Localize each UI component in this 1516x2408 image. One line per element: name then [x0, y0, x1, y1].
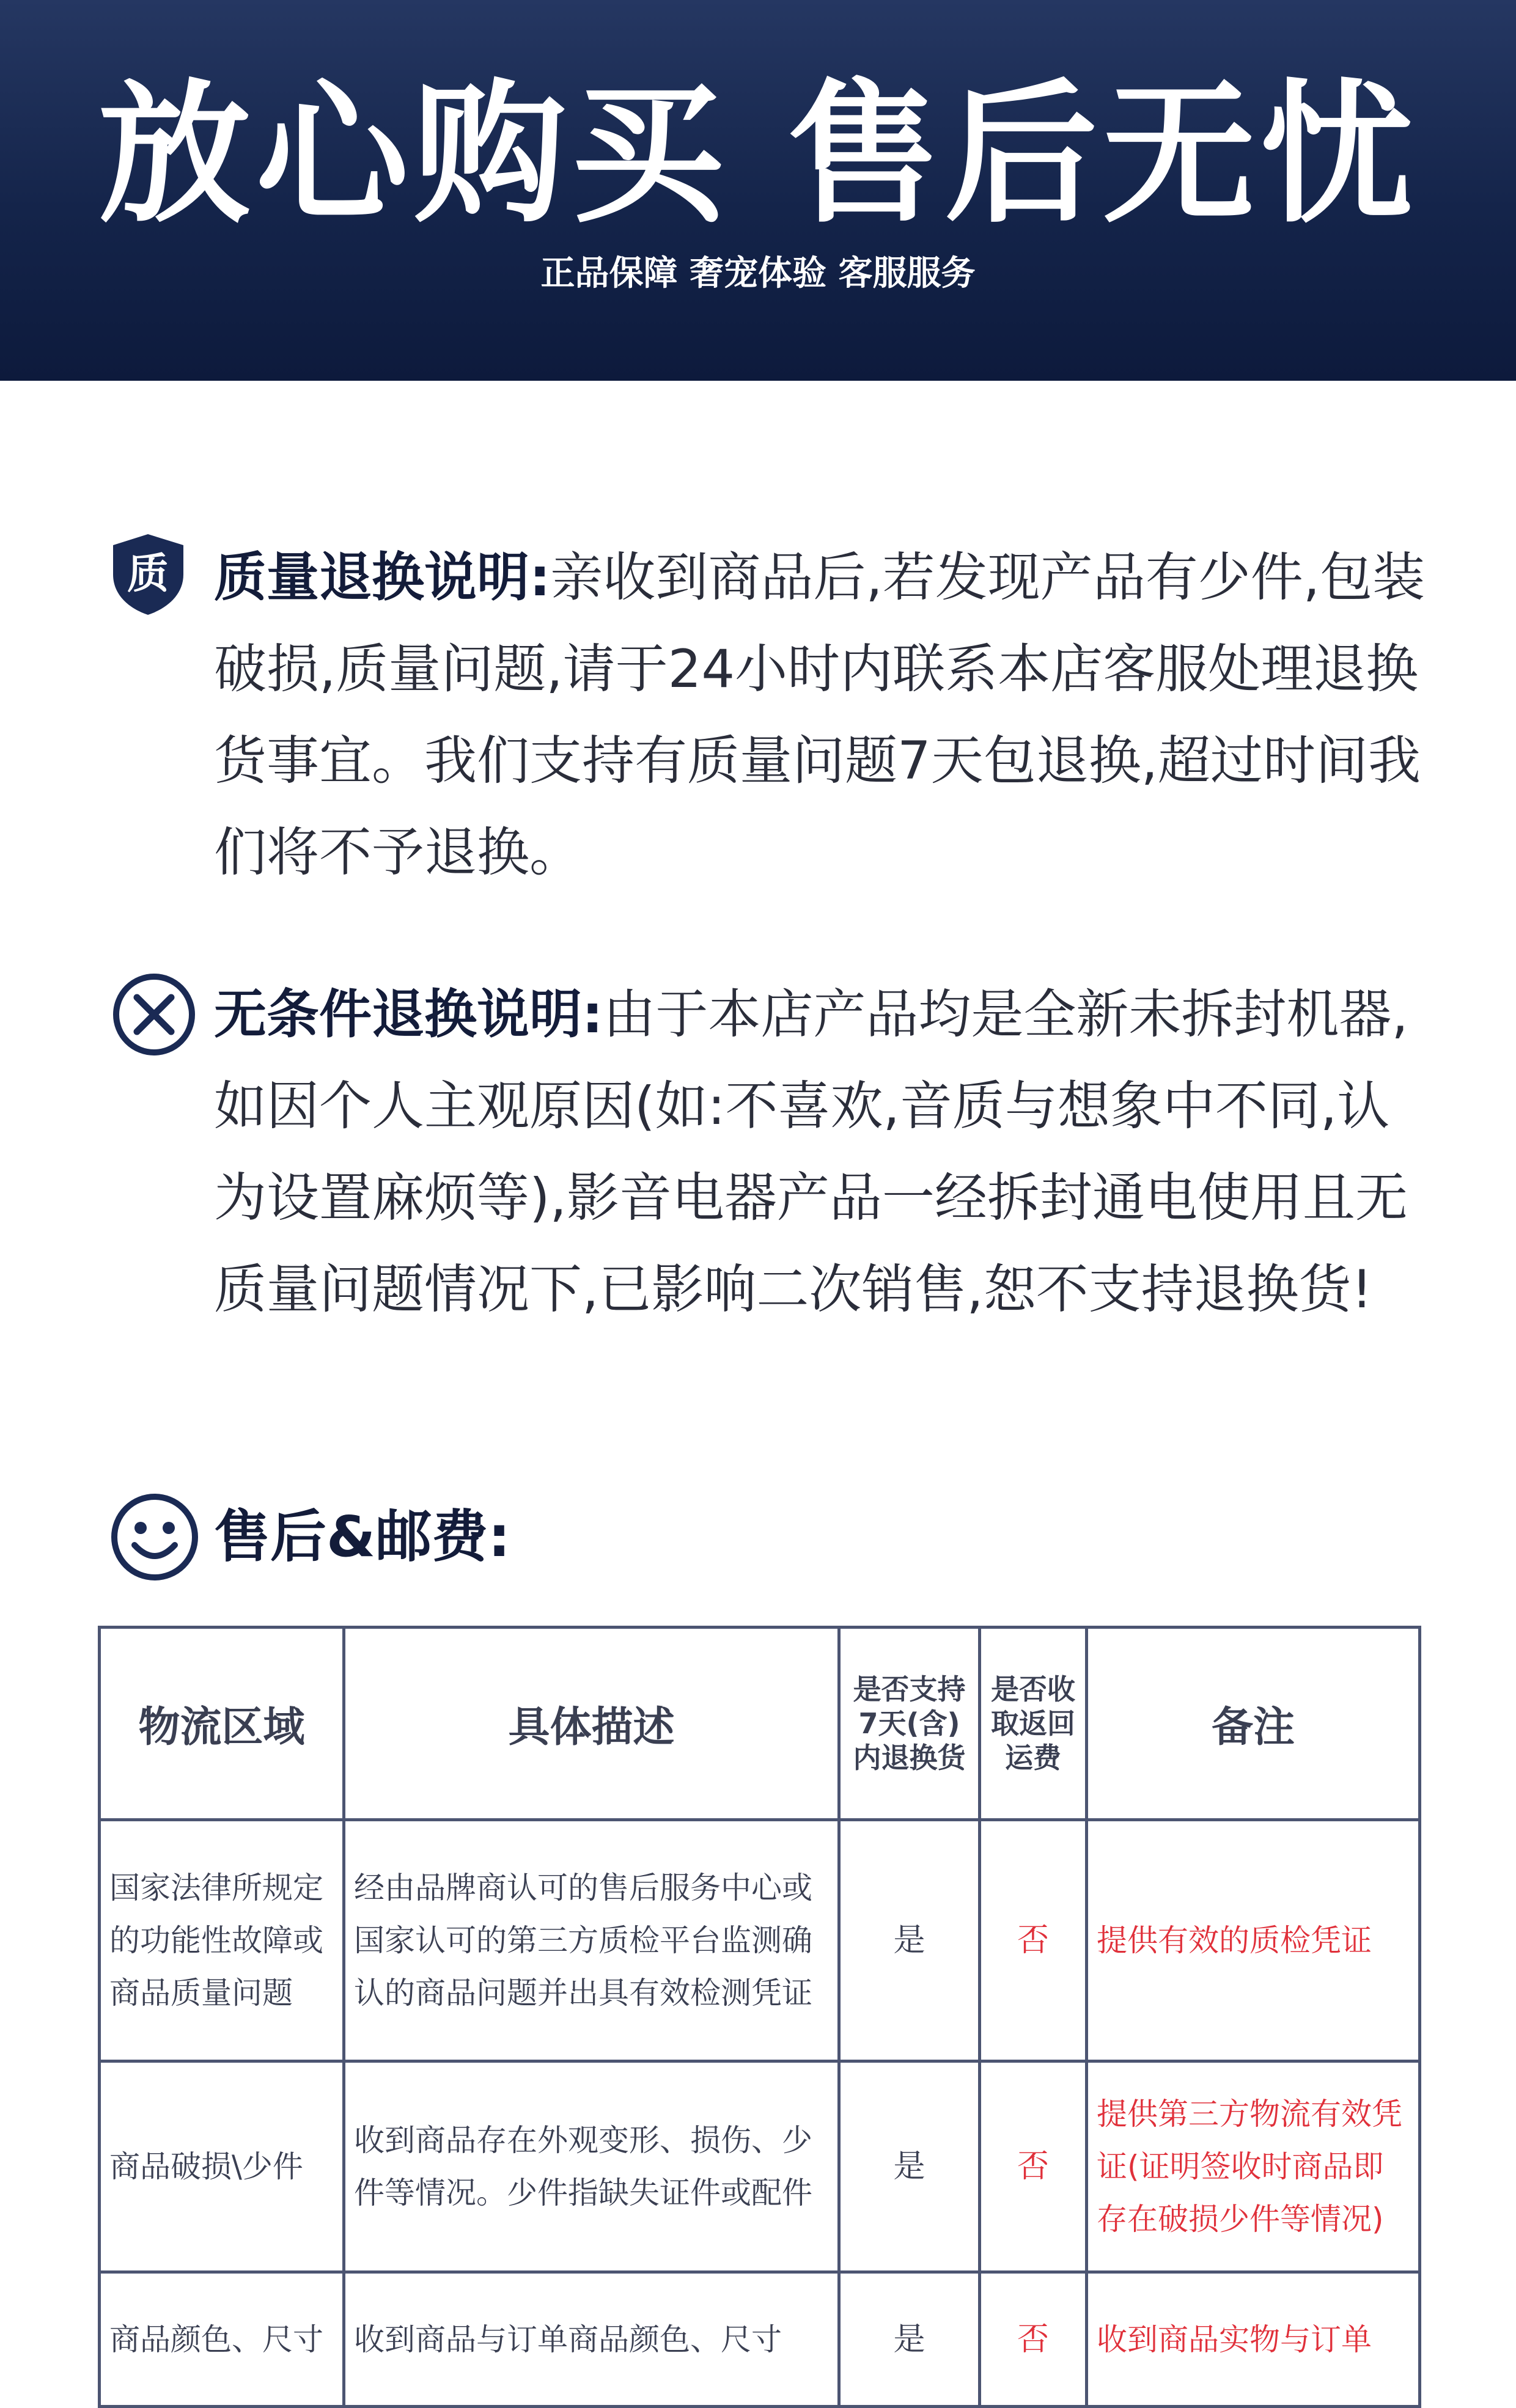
cell-region: 商品破损\少件 [100, 2061, 344, 2272]
column-header-region: 物流区域 [100, 1628, 344, 1820]
cell-region: 国家法律所规定的功能性故障或商品质量问题 [100, 1820, 344, 2061]
banner-subtitle: 正品保障 奢宠体验 客服服务 [540, 254, 976, 293]
close-circle-icon [111, 972, 197, 1057]
table-row [100, 2061, 1420, 2272]
unconditional-return-body: 由于本店产品均是全新未拆封机器,如因个人主观原因(如:不喜欢,音质与想象中不同,认为设置麻烦等),影音电器产品一经拆封通电使用且无质量问题情况下,已影响二次销售,恕不支持退换货! [214, 984, 1408, 1320]
cell-description: 收到商品存在外观变形、损伤、少件等情况。少件指缺失证件或配件 [344, 2061, 839, 2272]
quality-return-text [214, 532, 1437, 898]
cell-description: 经由品牌商认可的售后服务中心或国家认可的第三方质检平台监测确认的商品问题并出具有效检测凭证 [344, 1820, 839, 2061]
aftersale-heading: 售后&邮费: [214, 1504, 511, 1569]
shield-icon [110, 532, 186, 617]
aftersale-policy-table [98, 1626, 1421, 2408]
cell-region: 商品颜色、尺寸 [100, 2272, 344, 2407]
unconditional-return-heading: 无条件退换说明: [214, 984, 603, 1045]
smiley-icon [109, 1491, 201, 1583]
quality-return-body: 亲收到商品后,若发现产品有少件,包装破损,质量问题,请于24小时内联系本店客服处理退换货事宜。我们支持有质量问题7天包退换,超过时间我们将不予退换。 [214, 547, 1426, 883]
header-banner [0, 0, 1516, 381]
column-header-description: 具体描述 [344, 1628, 839, 1820]
quality-return-heading: 质量退换说明: [214, 547, 551, 608]
svg-text:质: 质 [127, 550, 169, 598]
cell-7day-return: 是 [839, 1820, 980, 2061]
table-header-row [100, 1628, 1420, 1820]
cell-description: 收到商品与订单商品颜色、尺寸 [344, 2272, 839, 2407]
unconditional-return-text [214, 969, 1437, 1335]
cell-return-shipping: 否 [980, 1820, 1087, 2061]
table-row [100, 2272, 1420, 2407]
cell-return-shipping: 否 [980, 2061, 1087, 2272]
cell-note: 提供第三方物流有效凭证(证明签收时商品即存在破损少件等情况) [1087, 2061, 1420, 2272]
column-header-return-shipping: 是否收取返回运费 [980, 1628, 1087, 1820]
banner-title: 放心购买 售后无忧 [98, 65, 1418, 243]
column-header-7day-return: 是否支持7天(含)内退换货 [839, 1628, 980, 1820]
table-row [100, 1820, 1420, 2061]
cell-note: 收到商品实物与订单 [1087, 2272, 1420, 2407]
cell-return-shipping: 否 [980, 2272, 1087, 2407]
cell-7day-return: 是 [839, 2272, 980, 2407]
cell-7day-return: 是 [839, 2061, 980, 2272]
cell-note: 提供有效的质检凭证 [1087, 1820, 1420, 2061]
column-header-note: 备注 [1087, 1628, 1420, 1820]
